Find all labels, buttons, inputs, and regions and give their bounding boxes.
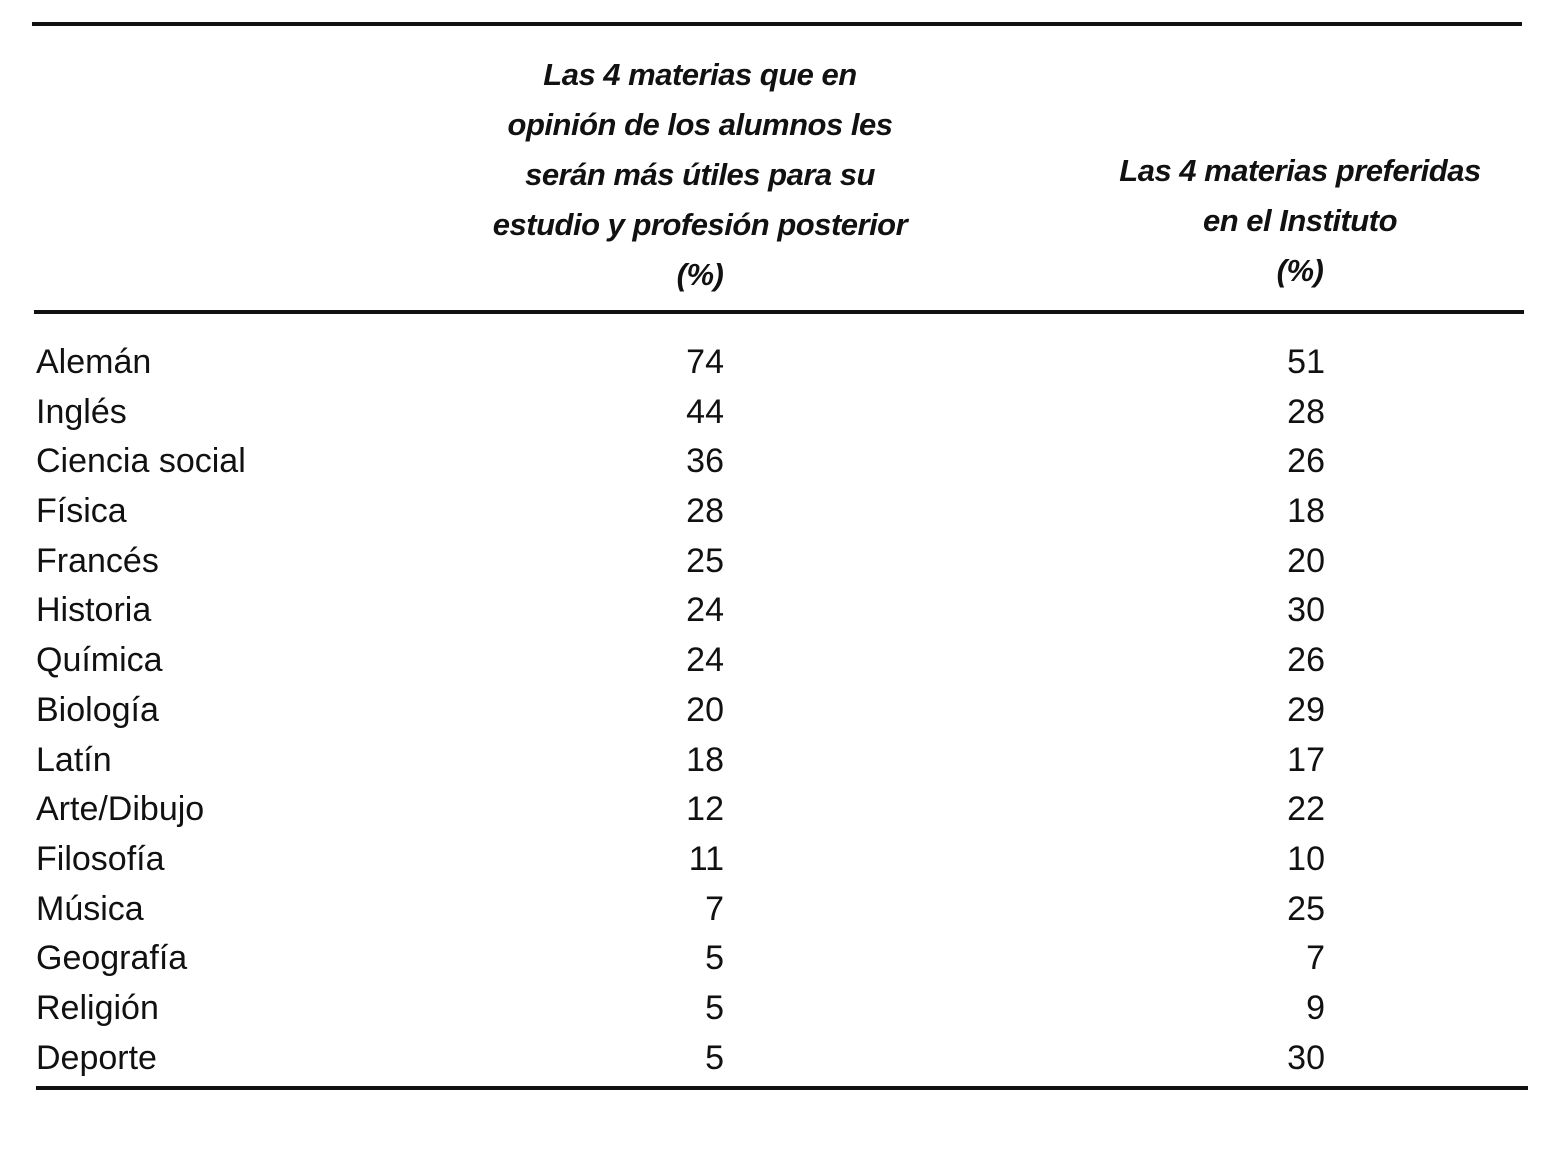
subject-cell: Arte/Dibujo — [36, 790, 205, 829]
useful-percent-cell: 5 — [705, 939, 724, 978]
column-header-useful-line: opinión de los alumnos les — [507, 107, 893, 142]
table-row — [0, 686, 1547, 736]
table-row — [0, 984, 1547, 1034]
column-header-useful-line: Las 4 materias que en — [543, 57, 857, 92]
subject-cell: Biología — [36, 690, 159, 729]
preferred-percent-cell: 26 — [1287, 442, 1325, 481]
column-header-preferred-line: Las 4 materias preferidas — [1119, 153, 1481, 188]
useful-percent-cell: 5 — [705, 988, 724, 1027]
column-header-preferred — [1080, 146, 1520, 296]
preferred-percent-cell: 10 — [1287, 839, 1325, 878]
preferred-percent-cell: 29 — [1287, 690, 1325, 729]
subject-cell: Latín — [36, 740, 112, 779]
column-header-useful-line: serán más útiles para su — [525, 157, 875, 192]
useful-percent-cell: 74 — [686, 343, 724, 381]
preferred-percent-cell: 20 — [1287, 541, 1325, 580]
column-header-preferred-line: en el Instituto — [1203, 203, 1397, 238]
preferred-percent-cell: 7 — [1306, 939, 1325, 978]
preferred-percent-cell: 25 — [1287, 889, 1325, 928]
preferred-percent-cell: 30 — [1287, 591, 1325, 630]
useful-percent-cell: 36 — [686, 442, 724, 481]
subject-cell: Química — [36, 641, 163, 680]
table-body — [0, 338, 1547, 1083]
useful-percent-cell: 12 — [686, 790, 724, 829]
preferred-percent-cell: 51 — [1287, 343, 1325, 381]
subject-cell: Física — [36, 492, 127, 531]
table-row — [0, 388, 1547, 438]
useful-percent-cell: 28 — [686, 492, 724, 531]
table-row — [0, 338, 1547, 388]
preferred-percent-cell: 22 — [1287, 790, 1325, 829]
table-row — [0, 835, 1547, 885]
subject-cell: Geografía — [36, 939, 188, 978]
preferred-percent-cell: 18 — [1287, 492, 1325, 531]
table-row — [0, 1034, 1547, 1084]
useful-percent-cell: 24 — [686, 641, 724, 680]
useful-percent-cell: 11 — [688, 839, 724, 878]
column-header-preferred-unit: (%) — [1276, 253, 1324, 288]
subject-cell: Ciencia social — [36, 442, 246, 481]
subject-cell: Música — [36, 889, 144, 928]
useful-percent-cell: 5 — [705, 1038, 724, 1077]
column-header-useful-unit: (%) — [676, 257, 724, 292]
useful-percent-cell: 25 — [686, 541, 724, 580]
table-row — [0, 736, 1547, 786]
subject-cell: Deporte — [36, 1038, 157, 1077]
table-row — [0, 487, 1547, 537]
subject-cell: Alemán — [36, 343, 152, 381]
preferred-percent-cell: 28 — [1287, 392, 1325, 431]
preferred-percent-cell: 9 — [1306, 988, 1325, 1027]
table-row — [0, 586, 1547, 636]
subject-cell: Religión — [36, 988, 159, 1027]
table-row — [0, 885, 1547, 935]
column-header-useful — [440, 50, 960, 300]
table-row — [0, 437, 1547, 487]
useful-percent-cell: 44 — [686, 392, 724, 431]
table-row — [0, 934, 1547, 984]
useful-percent-cell: 24 — [686, 591, 724, 630]
table-row — [0, 636, 1547, 686]
table-top-rule — [32, 22, 1522, 26]
column-header-useful-line: estudio y profesión posterior — [492, 207, 908, 242]
preferred-percent-cell: 26 — [1287, 641, 1325, 680]
subject-cell: Filosofía — [36, 839, 165, 878]
subject-cell: Francés — [36, 541, 159, 580]
table-row — [0, 537, 1547, 587]
useful-percent-cell: 20 — [686, 690, 724, 729]
subject-cell: Historia — [36, 591, 152, 630]
preferred-percent-cell: 30 — [1287, 1038, 1325, 1077]
table-bottom-rule — [36, 1086, 1528, 1090]
table-header-rule — [34, 310, 1524, 314]
useful-percent-cell: 18 — [686, 740, 724, 779]
preferred-percent-cell: 17 — [1287, 740, 1325, 779]
useful-percent-cell: 7 — [705, 889, 724, 928]
table-row — [0, 785, 1547, 835]
subject-cell: Inglés — [36, 392, 127, 431]
